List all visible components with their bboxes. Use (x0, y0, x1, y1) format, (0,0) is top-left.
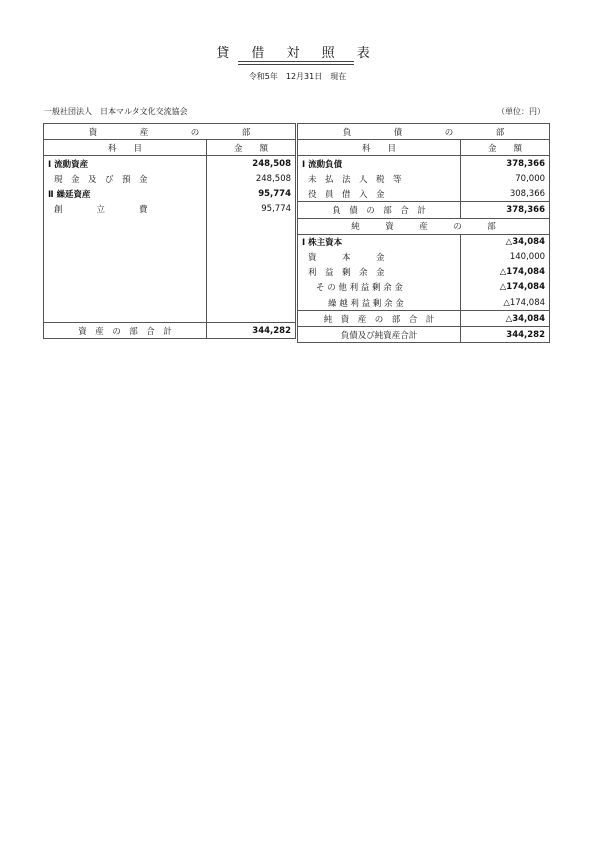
col-item-header: 科 目 (298, 140, 461, 156)
net-assets-section-header: 純 資 産 の 部 (298, 218, 550, 234)
unit-label: （単位：円） (497, 107, 545, 116)
row-amount: 140,000 (461, 250, 550, 265)
net-assets-subtotal-amount: △34,084 (461, 311, 550, 327)
organization-name: 一般社団法人 日本マルタ文化交流協会 (44, 107, 188, 116)
table-row (44, 262, 296, 277)
table-row (44, 217, 296, 232)
table-row (44, 307, 296, 323)
liabilities-subtotal-amount: 378,366 (461, 202, 550, 218)
row-amount: △174,084 (461, 280, 550, 295)
table-row (44, 232, 296, 247)
liabilities-section-header-row (298, 124, 550, 140)
row-amount: 248,508 (207, 156, 296, 172)
row-label: 未 払 法 人 税 等 (298, 171, 461, 186)
assets-column-header-row (44, 140, 296, 156)
row-label: 繰 越 利 益 剰 余 金 (298, 295, 461, 311)
row-amount: △174,084 (461, 265, 550, 280)
table-row (298, 295, 550, 311)
report-date: 令和5年 12月31日 現在 (248, 72, 347, 81)
table-row (44, 292, 296, 307)
table-row (298, 280, 550, 295)
net-assets-section-header-row (298, 218, 550, 234)
row-amount: 378,366 (461, 156, 550, 172)
assets-total-label: 資 産 の 部 合 計 (44, 323, 207, 339)
row-amount: 248,508 (207, 171, 296, 186)
col-amount-header: 金 額 (207, 140, 296, 156)
liabilities-subtotal-label: 負 債 の 部 合 計 (298, 202, 461, 218)
row-label: 役 員 借 入 金 (298, 186, 461, 202)
title-underline (238, 61, 354, 62)
title-underline-double (238, 64, 354, 65)
assets-section-header: 資 産 の 部 (44, 124, 296, 140)
col-amount-header: 金 額 (461, 140, 550, 156)
table-row (44, 186, 296, 201)
liabilities-column-header-row (298, 140, 550, 156)
row-label: Ⅰ 株主資本 (298, 234, 461, 250)
table-row (44, 247, 296, 262)
table-row (44, 171, 296, 186)
table-row (298, 171, 550, 186)
assets-section-header-row (44, 124, 296, 140)
row-label: 現 金 及 び 預 金 (44, 171, 207, 186)
row-label: 資 本 金 (298, 250, 461, 265)
row-label: Ⅱ 繰延資産 (44, 186, 207, 201)
row-label: 創 立 費 (44, 201, 207, 216)
liabilities-table (297, 123, 550, 343)
page-title: 貸 借 対 照 表 (216, 46, 379, 61)
row-amount: 95,774 (207, 186, 296, 201)
row-label: Ⅰ 流動負債 (298, 156, 461, 172)
grand-total-row (298, 327, 550, 343)
row-label: 利 益 剰 余 金 (298, 265, 461, 280)
assets-table (43, 123, 296, 339)
net-assets-subtotal-row (298, 311, 550, 327)
row-label: Ⅰ 流動資産 (44, 156, 207, 172)
table-row (44, 277, 296, 292)
table-row (298, 250, 550, 265)
grand-total-label: 負債及び純資産合計 (298, 327, 461, 343)
table-row (298, 186, 550, 202)
row-amount: △34,084 (461, 234, 550, 250)
liabilities-subtotal-row (298, 202, 550, 218)
assets-total-amount: 344,282 (207, 323, 296, 339)
col-item-header: 科 目 (44, 140, 207, 156)
table-row (44, 201, 296, 216)
table-row (298, 234, 550, 250)
row-label: そ の 他 利 益 剰 余 金 (298, 280, 461, 295)
table-row (298, 265, 550, 280)
table-row (44, 156, 296, 172)
row-amount: 308,366 (461, 186, 550, 202)
net-assets-subtotal-label: 純 資 産 の 部 合 計 (298, 311, 461, 327)
row-amount: △174,084 (461, 295, 550, 311)
row-amount: 95,774 (207, 201, 296, 216)
row-amount: 70,000 (461, 171, 550, 186)
table-row (298, 156, 550, 172)
liabilities-section-header: 負 債 の 部 (298, 124, 550, 140)
grand-total-amount: 344,282 (461, 327, 550, 343)
assets-total-row (44, 323, 296, 339)
